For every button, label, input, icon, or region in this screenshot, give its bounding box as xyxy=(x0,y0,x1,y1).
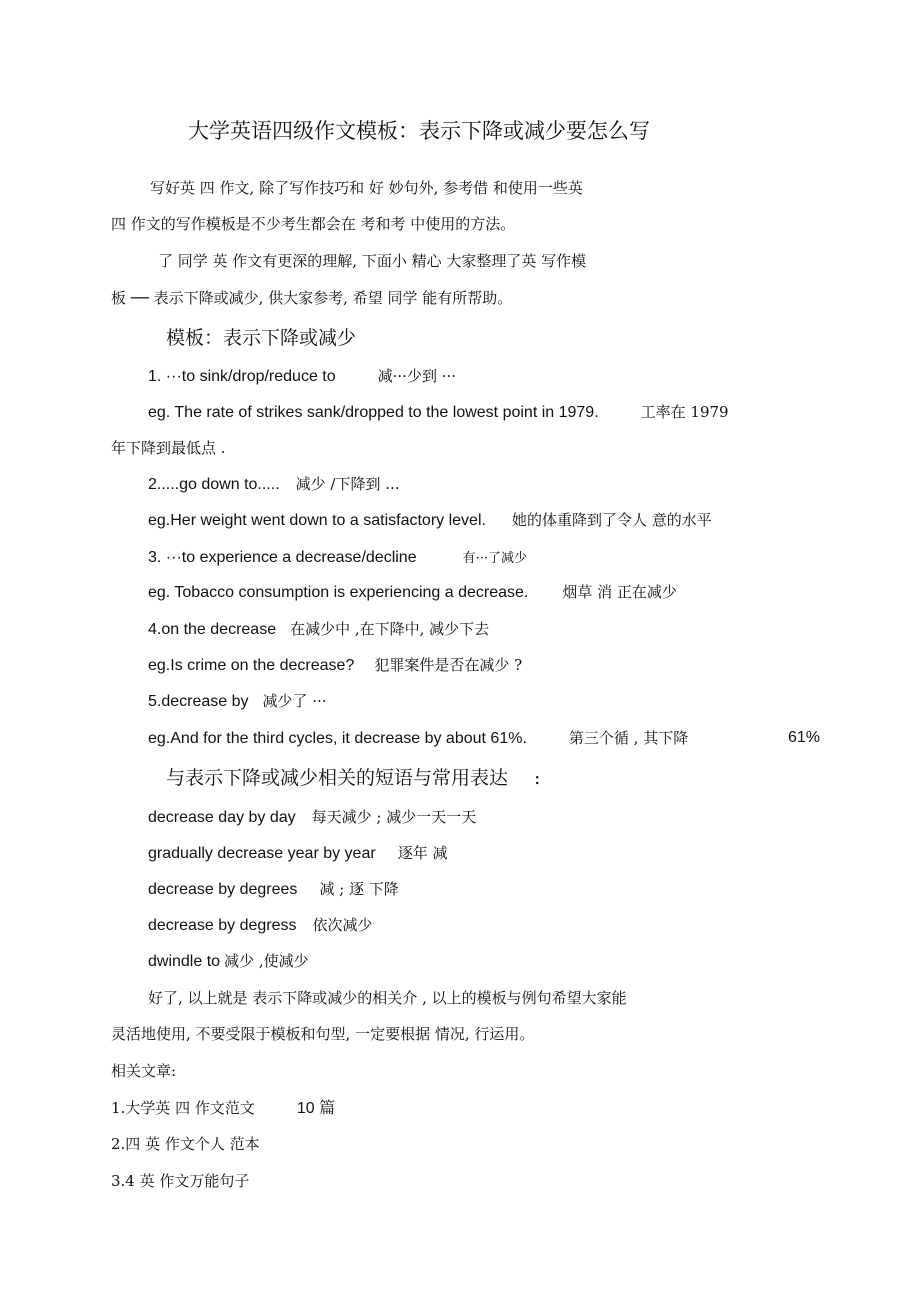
phrase-english: decrease by degress xyxy=(148,917,297,934)
section-heading-text: 与表示下降或减少相关的短语与常用表达 xyxy=(166,767,509,789)
outro-line-2: 灵活地使用, 不要受限于模板和句型, 一定要根据 情况, 行运用。 xyxy=(111,1025,535,1043)
item-english: eg.Is crime on the decrease? xyxy=(148,657,355,674)
intro-line-2: 四 作文的写作模板是不少考生都会在 考和考 中使用的方法。 xyxy=(111,215,516,233)
item-english: eg. Tobacco consumption is experiencing a decrease. xyxy=(148,584,529,601)
item-english: eg. The rate of strikes sank/dropped to the lowest point in 1979. xyxy=(148,404,599,421)
template-item xyxy=(148,366,456,387)
item-english: 5.decrease by xyxy=(148,693,249,710)
intro-line-1: 写好英 四 作文, 除了写作技巧和 好 妙句外, 参考借 和使用一些英 xyxy=(150,179,583,197)
item-english: 1. ···to sink/drop/reduce to xyxy=(148,368,336,385)
example-continuation: 年下降到最低点 . xyxy=(111,439,226,457)
phrase-item xyxy=(148,879,399,900)
item-chinese: 减少了 ··· xyxy=(262,692,327,710)
template-item xyxy=(148,619,489,640)
example-item xyxy=(148,402,729,423)
phrase-english: gradually decrease year by year xyxy=(148,845,376,862)
related-article-link[interactable]: 3.4 英 作文万能句子 xyxy=(111,1172,250,1190)
page-title: 大学英语四级作文模板：表示下降或减少要怎么写 xyxy=(188,119,650,143)
item-chinese: 减少 /下降到 ... xyxy=(295,475,400,493)
intro-line-3: 了 同学 英 作文有更深的理解, 下面小 精心 大家整理了英 写作模 xyxy=(158,252,587,270)
phrase-chinese: 减 ; 逐 下降 xyxy=(319,880,399,898)
item-chinese: 减···少到 ··· xyxy=(377,367,457,385)
section-heading-colon: : xyxy=(534,767,541,789)
template-item xyxy=(148,547,527,569)
example-item xyxy=(148,655,522,676)
item-chinese: 烟草 消 正在减少 xyxy=(562,583,677,601)
item-english: 4.on the decrease xyxy=(148,621,277,638)
phrase-item xyxy=(148,951,309,972)
related-article-link[interactable]: 2.四 英 作文个人 范本 xyxy=(111,1135,260,1153)
phrase-item xyxy=(148,915,373,936)
example-item xyxy=(148,582,677,603)
item-chinese: 工率在 1979 xyxy=(640,403,729,421)
phrase-chinese: 每天减少 ; 减少一天一天 xyxy=(311,808,477,826)
intro-line-4: 板 ── 表示下降或减少, 供大家参考, 希望 同学 能有所帮助。 xyxy=(111,289,513,307)
phrase-chinese: 逐年 减 xyxy=(397,844,448,862)
item-chinese: 第三个循 , 其下降 xyxy=(568,729,689,747)
phrase-english: decrease day by day xyxy=(148,809,296,826)
item-chinese: 在减少中 ,在下降中, 减少下去 xyxy=(290,620,490,638)
related-article-link[interactable] xyxy=(111,1098,335,1119)
item-chinese: 犯罪案件是否在减少 ? xyxy=(374,656,523,674)
related-articles-label: 相关文章: xyxy=(111,1062,177,1080)
related-article-title[interactable]: 1.大学英 四 作文范文 xyxy=(111,1099,255,1117)
phrase-item xyxy=(148,843,447,864)
phrase-chinese: 减少 ,使减少 xyxy=(224,952,309,970)
item-english: 3. ···to experience a decrease/decline xyxy=(148,549,417,566)
template-item xyxy=(148,691,327,712)
section-heading-templates: 模板：表示下降或减少 xyxy=(166,327,357,349)
item-english: 2.....go down to..... xyxy=(148,476,280,493)
item-english: eg.And for the third cycles, it decrease by about 61%. xyxy=(148,730,527,747)
related-article-count[interactable]: 10 篇 xyxy=(296,1100,336,1117)
section-heading-phrases xyxy=(166,766,540,790)
template-item xyxy=(148,474,400,495)
outro-line-1: 好了, 以上就是 表示下降或减少的相关介 , 以上的模板与例句希望大家能 xyxy=(148,989,627,1007)
phrase-item xyxy=(148,807,476,828)
item-chinese: 有···了减少 xyxy=(462,551,527,566)
phrase-chinese: 依次减少 xyxy=(312,916,373,934)
example-item xyxy=(148,728,688,749)
example-percent: 61% xyxy=(788,729,821,746)
item-english: eg.Her weight went down to a satisfactory level. xyxy=(148,512,486,529)
phrase-english: dwindle to xyxy=(148,953,221,970)
phrase-english: decrease by degrees xyxy=(148,881,298,898)
example-item xyxy=(148,510,712,531)
item-chinese: 她的体重降到了令人 意的水平 xyxy=(511,511,712,529)
